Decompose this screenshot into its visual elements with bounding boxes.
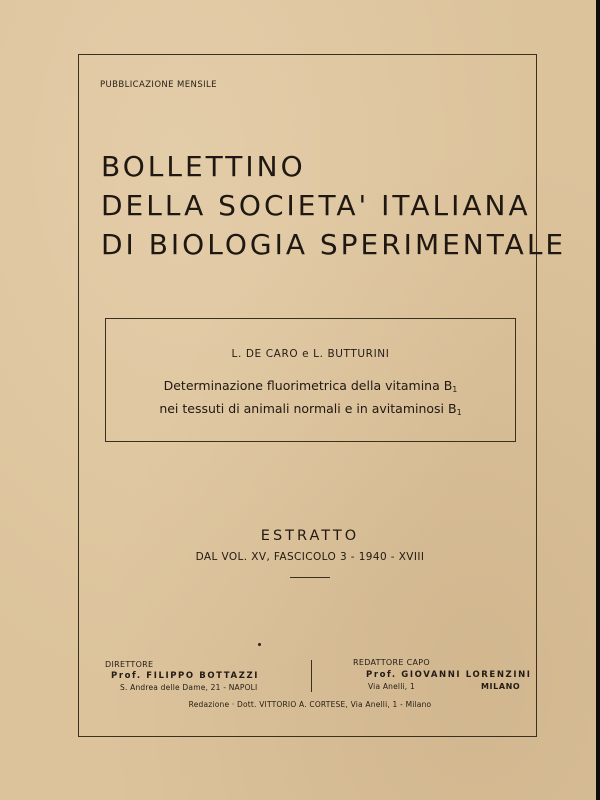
subscript-2: 1: [456, 408, 462, 417]
ornament-dot: [258, 643, 261, 646]
extract-heading: ESTRATTO: [260, 528, 360, 544]
chief-editor-role: REDATTORE CAPO: [353, 658, 430, 667]
publication-frequency: PUBBLICAZIONE MENSILE: [100, 80, 217, 90]
article-box: [105, 318, 516, 442]
extract-source: DAL VOL. XV, FASCICOLO 3 - 1940 - XVIII: [195, 551, 425, 563]
subscript-1: 1: [452, 385, 458, 394]
article-title: [106, 376, 515, 422]
separator-rule: [290, 577, 330, 578]
journal-title-line-1: BOLLETTINO: [101, 150, 306, 183]
director-address: S. Andrea delle Dame, 21 - NAPOLI: [120, 683, 258, 692]
article-title-line-1-text: Determinazione fluorimetrica della vitamina B: [163, 378, 453, 393]
article-title-line-2-text: nei tessuti di animali normali e in avitaminosi B: [159, 401, 457, 416]
chief-editor-name: Prof. GIOVANNI LORENZINI: [366, 670, 532, 680]
chief-editor-address: Via Anelli, 1: [368, 682, 415, 691]
article-authors: L. DE CARO e L. BUTTURINI: [231, 348, 390, 360]
director-role: DIRETTORE: [105, 660, 154, 669]
article-title-line-2: [106, 399, 515, 422]
journal-title-line-2: DELLA SOCIETA' ITALIANA: [101, 189, 531, 222]
article-title-line-1: [106, 376, 515, 399]
editorial-office: Redazione · Dott. VITTORIO A. CORTESE, Via Anelli, 1 - Milano: [188, 700, 432, 709]
chief-editor-city: MILANO: [481, 682, 521, 691]
column-divider: [311, 660, 312, 692]
scan-edge: [596, 0, 600, 800]
director-name: Prof. FILIPPO BOTTAZZI: [111, 671, 259, 681]
journal-title-line-3: DI BIOLOGIA SPERIMENTALE: [101, 228, 567, 261]
